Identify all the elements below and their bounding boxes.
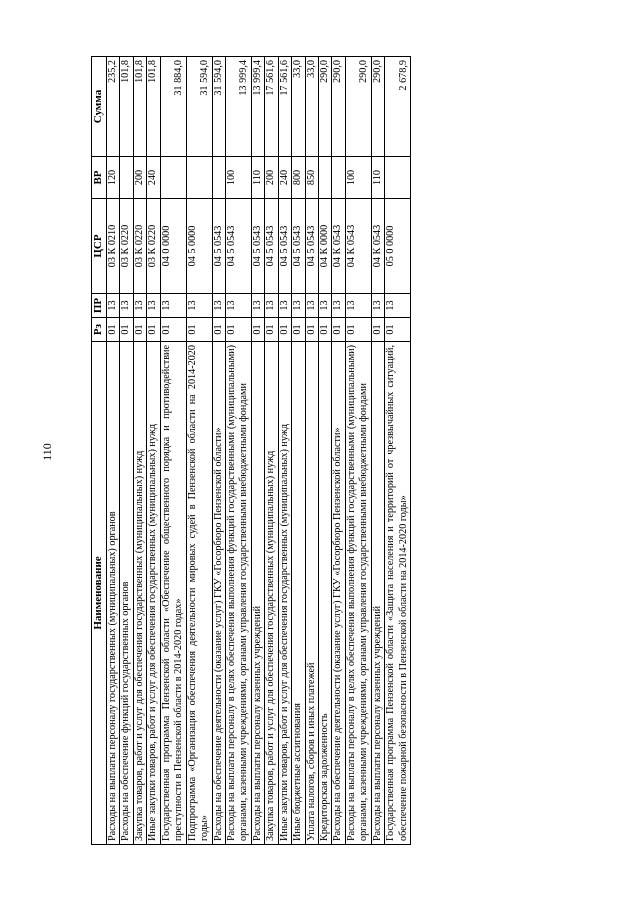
table-row xyxy=(160,57,186,845)
page-number: 110 xyxy=(40,443,54,461)
row-csr: 04 5 0543 xyxy=(225,199,251,294)
row-csr: 04 0 0000 xyxy=(160,199,186,294)
budget-table xyxy=(91,56,411,845)
table-row xyxy=(212,57,225,845)
row-sum: 17 561,6 xyxy=(278,57,291,157)
row-rz: 01 xyxy=(345,318,371,342)
row-csr: 03 К 0220 xyxy=(133,199,146,294)
row-name: Подпрограмма «Организация обеспечения деятельности мировых судей в Пензенской области на 2014-2020 годы» xyxy=(186,342,212,845)
table-row xyxy=(251,57,264,845)
row-pr: 13 xyxy=(212,294,225,318)
row-name: Иные закупки товаров, работ и услуг для обеспечения государственных (муниципальных) нужд xyxy=(147,342,160,845)
row-vr: 850 xyxy=(305,157,318,199)
row-csr: 03 К 0210 xyxy=(107,199,120,294)
row-name: Иные закупки товаров, работ и услуг для обеспечения государственных (муниципальных) нужд xyxy=(278,342,291,845)
row-rz: 01 xyxy=(212,318,225,342)
row-pr: 13 xyxy=(186,294,212,318)
header-csr: ЦСР xyxy=(92,199,107,294)
row-csr: 04 5 0543 xyxy=(251,199,264,294)
table-row xyxy=(133,57,146,845)
header-vr: ВР xyxy=(92,157,107,199)
row-rz: 01 xyxy=(265,318,278,342)
row-name: Расходы на обеспечение функций государственных органов xyxy=(120,342,133,845)
row-vr xyxy=(186,157,212,199)
row-sum: 13 999,4 xyxy=(225,57,251,157)
row-pr: 13 xyxy=(385,294,411,318)
row-vr: 800 xyxy=(292,157,305,199)
row-pr: 13 xyxy=(332,294,345,318)
row-pr: 13 xyxy=(133,294,146,318)
row-vr: 100 xyxy=(225,157,251,199)
row-pr: 13 xyxy=(251,294,264,318)
table-row xyxy=(225,57,251,845)
row-pr: 13 xyxy=(345,294,371,318)
table-header-row xyxy=(92,57,107,845)
row-csr: 04 К 0543 xyxy=(332,199,345,294)
row-csr: 04 5 0000 xyxy=(186,199,212,294)
row-rz: 01 xyxy=(186,318,212,342)
row-sum: 13 999,4 xyxy=(251,57,264,157)
row-vr xyxy=(319,157,332,199)
table-row xyxy=(292,57,305,845)
row-pr: 13 xyxy=(371,294,384,318)
table-row xyxy=(371,57,384,845)
table-row xyxy=(265,57,278,845)
row-sum: 31 884,0 xyxy=(160,57,186,157)
row-vr: 200 xyxy=(265,157,278,199)
row-rz: 01 xyxy=(292,318,305,342)
row-name: Расходы на выплаты персоналу государственных (муниципальных) органов xyxy=(107,342,120,845)
table-row xyxy=(186,57,212,845)
row-vr: 110 xyxy=(251,157,264,199)
row-csr: 05 0 0000 xyxy=(385,199,411,294)
row-rz: 01 xyxy=(107,318,120,342)
row-vr: 200 xyxy=(133,157,146,199)
row-pr: 13 xyxy=(278,294,291,318)
row-vr: 240 xyxy=(147,157,160,199)
row-pr: 13 xyxy=(319,294,332,318)
row-sum: 33,0 xyxy=(292,57,305,157)
row-csr: 04 5 0543 xyxy=(265,199,278,294)
budget-table-sheet xyxy=(91,57,596,845)
row-rz: 01 xyxy=(371,318,384,342)
row-name: Закупка товаров, работ и услуг для обеспечения государственных (муниципальных) нужд xyxy=(133,342,146,845)
table-row xyxy=(332,57,345,845)
row-rz: 01 xyxy=(120,318,133,342)
table-row xyxy=(385,57,411,845)
row-rz: 01 xyxy=(305,318,318,342)
row-name: Уплата налогов, сборов и иных платежей xyxy=(305,342,318,845)
row-pr: 13 xyxy=(120,294,133,318)
row-csr: 04 5 0543 xyxy=(292,199,305,294)
row-pr: 13 xyxy=(225,294,251,318)
row-sum: 101,8 xyxy=(133,57,146,157)
table-row xyxy=(319,57,332,845)
row-pr: 13 xyxy=(265,294,278,318)
table-row xyxy=(345,57,371,845)
header-name: Наименование xyxy=(92,342,107,845)
table-row xyxy=(305,57,318,845)
row-name: Иные бюджетные ассигнования xyxy=(292,342,305,845)
row-vr: 110 xyxy=(371,157,384,199)
row-csr: 04 5 0543 xyxy=(212,199,225,294)
row-sum: 290,0 xyxy=(332,57,345,157)
row-name: Расходы на выплаты персоналу казенных учреждений xyxy=(371,342,384,845)
row-name: Расходы на обеспечение деятельности (оказание услуг) ГКУ «Госорбюро Пензенской области» xyxy=(332,342,345,845)
row-sum: 101,8 xyxy=(147,57,160,157)
row-vr xyxy=(332,157,345,199)
row-name: Расходы на обеспечение деятельности (оказание услуг) ГКУ «Госорбюро Пензенской области» xyxy=(212,342,225,845)
row-sum: 31 594,0 xyxy=(186,57,212,157)
row-rz: 01 xyxy=(133,318,146,342)
row-sum: 31 594,0 xyxy=(212,57,225,157)
header-rz: Рз xyxy=(92,318,107,342)
row-sum: 101,8 xyxy=(120,57,133,157)
header-pr: ПР xyxy=(92,294,107,318)
row-csr: 03 К 0220 xyxy=(147,199,160,294)
row-rz: 01 xyxy=(251,318,264,342)
row-rz: 01 xyxy=(160,318,186,342)
row-name: Государственная программа Пензенской области «Обеспечение общественного порядка и противодействие преступности в Пензенской области в 2014-2020 годах» xyxy=(160,342,186,845)
row-pr: 13 xyxy=(305,294,318,318)
row-sum: 2 678,9 xyxy=(385,57,411,157)
row-csr: 04 К 0543 xyxy=(371,199,384,294)
table-row xyxy=(107,57,120,845)
row-vr xyxy=(212,157,225,199)
table-row xyxy=(278,57,291,845)
row-vr xyxy=(120,157,133,199)
row-csr: 04 К 0543 xyxy=(345,199,371,294)
row-csr: 04 5 0543 xyxy=(305,199,318,294)
row-vr xyxy=(160,157,186,199)
row-name: Расходы на выплаты персоналу казенных учреждений xyxy=(251,342,264,845)
row-sum: 290,0 xyxy=(319,57,332,157)
row-csr: 04 5 0543 xyxy=(278,199,291,294)
row-sum: 235,2 xyxy=(107,57,120,157)
table-row xyxy=(147,57,160,845)
document-page xyxy=(91,57,596,845)
row-name: Государственная программа Пензенской области «Защита населения и территорий от чрезвычайных ситуаций, обеспечение пожарной безопасности в Пензенской области на 2014-2020 годы» xyxy=(385,342,411,845)
row-rz: 01 xyxy=(147,318,160,342)
row-rz: 01 xyxy=(225,318,251,342)
row-sum: 33,0 xyxy=(305,57,318,157)
row-name: Закупка товаров, работ и услуг для обеспечения государственных (муниципальных) нужд xyxy=(265,342,278,845)
row-csr: 03 К 0220 xyxy=(120,199,133,294)
header-sum: Сумма xyxy=(92,57,107,157)
row-csr: 04 К 0000 xyxy=(319,199,332,294)
row-pr: 13 xyxy=(292,294,305,318)
row-vr: 240 xyxy=(278,157,291,199)
row-pr: 13 xyxy=(107,294,120,318)
row-sum: 290,0 xyxy=(371,57,384,157)
row-sum: 290,0 xyxy=(345,57,371,157)
row-name: Кредиторская задолженность xyxy=(319,342,332,845)
row-name: Расходы на выплаты персоналу в целях обеспечения выполнения функций государственными (муниципальными) органами, казенными учреждениями, органами управления государственными внебюджетными фондами xyxy=(345,342,371,845)
row-vr: 120 xyxy=(107,157,120,199)
row-pr: 13 xyxy=(147,294,160,318)
row-vr xyxy=(385,157,411,199)
row-sum: 17 561,6 xyxy=(265,57,278,157)
row-rz: 01 xyxy=(278,318,291,342)
row-rz: 01 xyxy=(319,318,332,342)
row-rz: 01 xyxy=(385,318,411,342)
row-name: Расходы на выплаты персоналу в целях обеспечения выполнения функций государственными (муниципальными) органами, казенными учреждениями, органами управления государственными внебюджетными фондами xyxy=(225,342,251,845)
row-pr: 13 xyxy=(160,294,186,318)
row-vr: 100 xyxy=(345,157,371,199)
table-row xyxy=(120,57,133,845)
row-rz: 01 xyxy=(332,318,345,342)
